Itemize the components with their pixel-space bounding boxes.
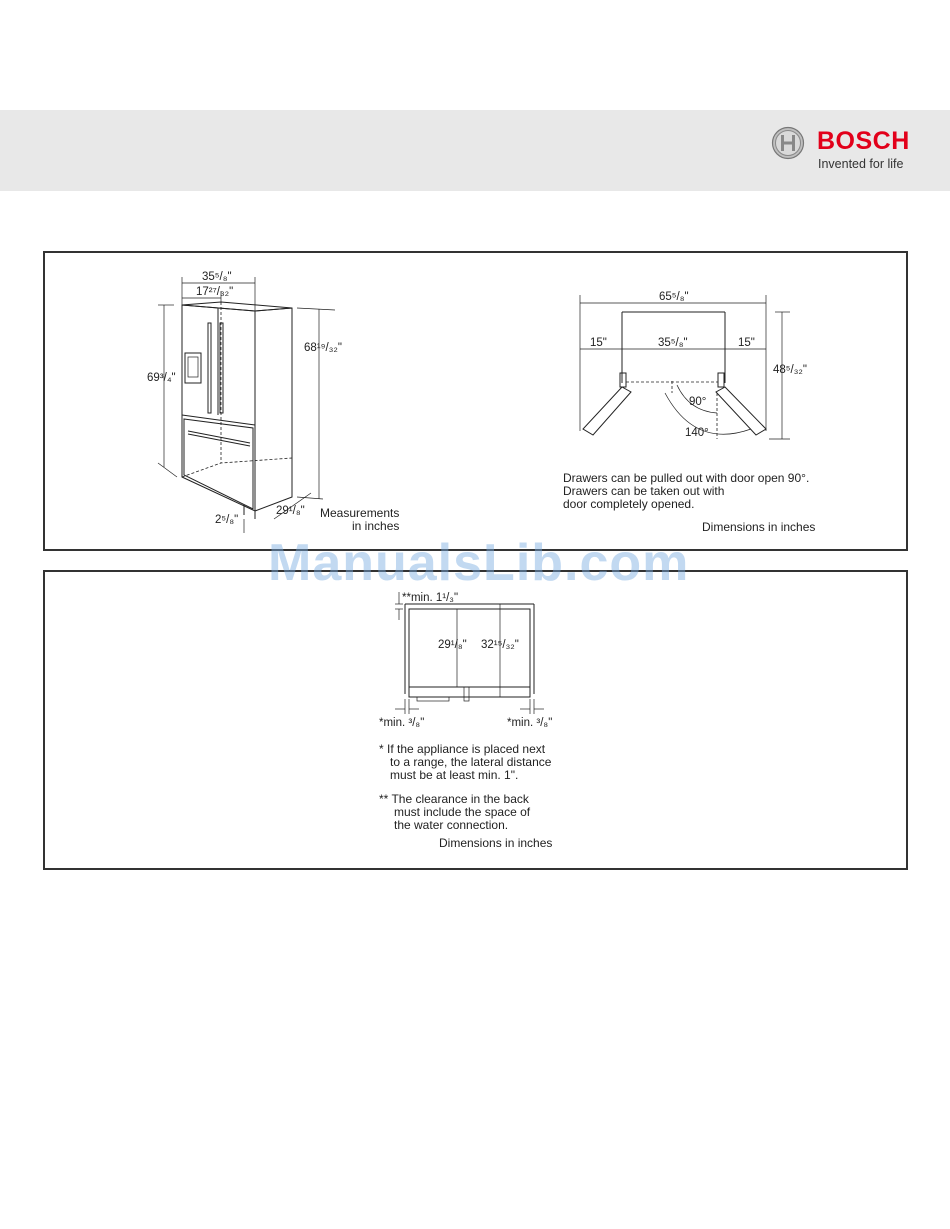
lateral-note-line2: to a range, the lateral distance [390,755,552,769]
dim-toe: 2⁵/₈" [215,514,239,526]
rear-note-line3: the water connection. [394,818,509,832]
dim-width-door: 17²⁷/₃₂" [196,286,234,298]
watermark: ManualsLib.com [268,534,690,592]
dim-side-left: *min. ³/₈" [379,717,425,729]
dim-width-total: 35⁵/₈" [202,271,232,283]
rear-note-line1: ** The clearance in the back [379,792,529,806]
dim-cabinet-width: 35⁵/₈" [658,337,688,349]
dim-open-depth: 48⁵/₃₂" [773,364,807,376]
dim-height-cabinet: 68¹⁹/₃₂" [304,342,342,354]
dimensions-caption-bottom: Dimensions in inches [439,836,553,850]
bosch-logo-icon [771,126,805,160]
dimensions-panel-bottom [43,570,908,870]
dim-body-depth: 29¹/₈" [438,639,467,651]
dimensions-panel-top [43,251,908,551]
dimensions-caption-top: Dimensions in inches [702,520,816,534]
dim-overall-width: 65⁵/₈" [659,291,689,303]
dim-side-right: *min. ³/₈" [507,717,553,729]
lateral-note-line3: must be at least min. 1". [390,768,519,782]
dim-angle-90: 90° [689,396,707,408]
header-band [0,110,950,191]
brand-tagline: Invented for life [818,157,904,171]
dim-right-clearance: 15" [738,337,755,349]
drawer-note-line2: Drawers can be taken out with [563,484,725,498]
drawer-note-line1: Drawers can be pulled out with door open 90°. [563,471,810,485]
refrigerator-dimension-drawing [45,253,910,553]
rear-note-line2: must include the space of [394,805,531,819]
drawer-note-line3: door completely opened. [563,497,695,511]
dim-angle-140: 140° [685,427,709,439]
dim-left-clearance: 15" [590,337,607,349]
door-swing-drawing [580,291,807,439]
dim-rear-clearance: **min. 1¹/₃" [402,592,459,604]
measurements-caption-line1: Measurements [320,506,400,520]
lateral-note-line1: * If the appliance is placed next [379,742,546,756]
dim-depth: 29¹/₈" [276,505,305,517]
dim-total-depth: 32¹⁵/₃₂" [481,639,519,651]
measurements-caption-line2: in inches [352,519,400,533]
dim-height-total: 69³/₄" [147,372,176,384]
brand-name: BOSCH [817,127,910,155]
fridge-isometric-drawing [147,271,342,533]
